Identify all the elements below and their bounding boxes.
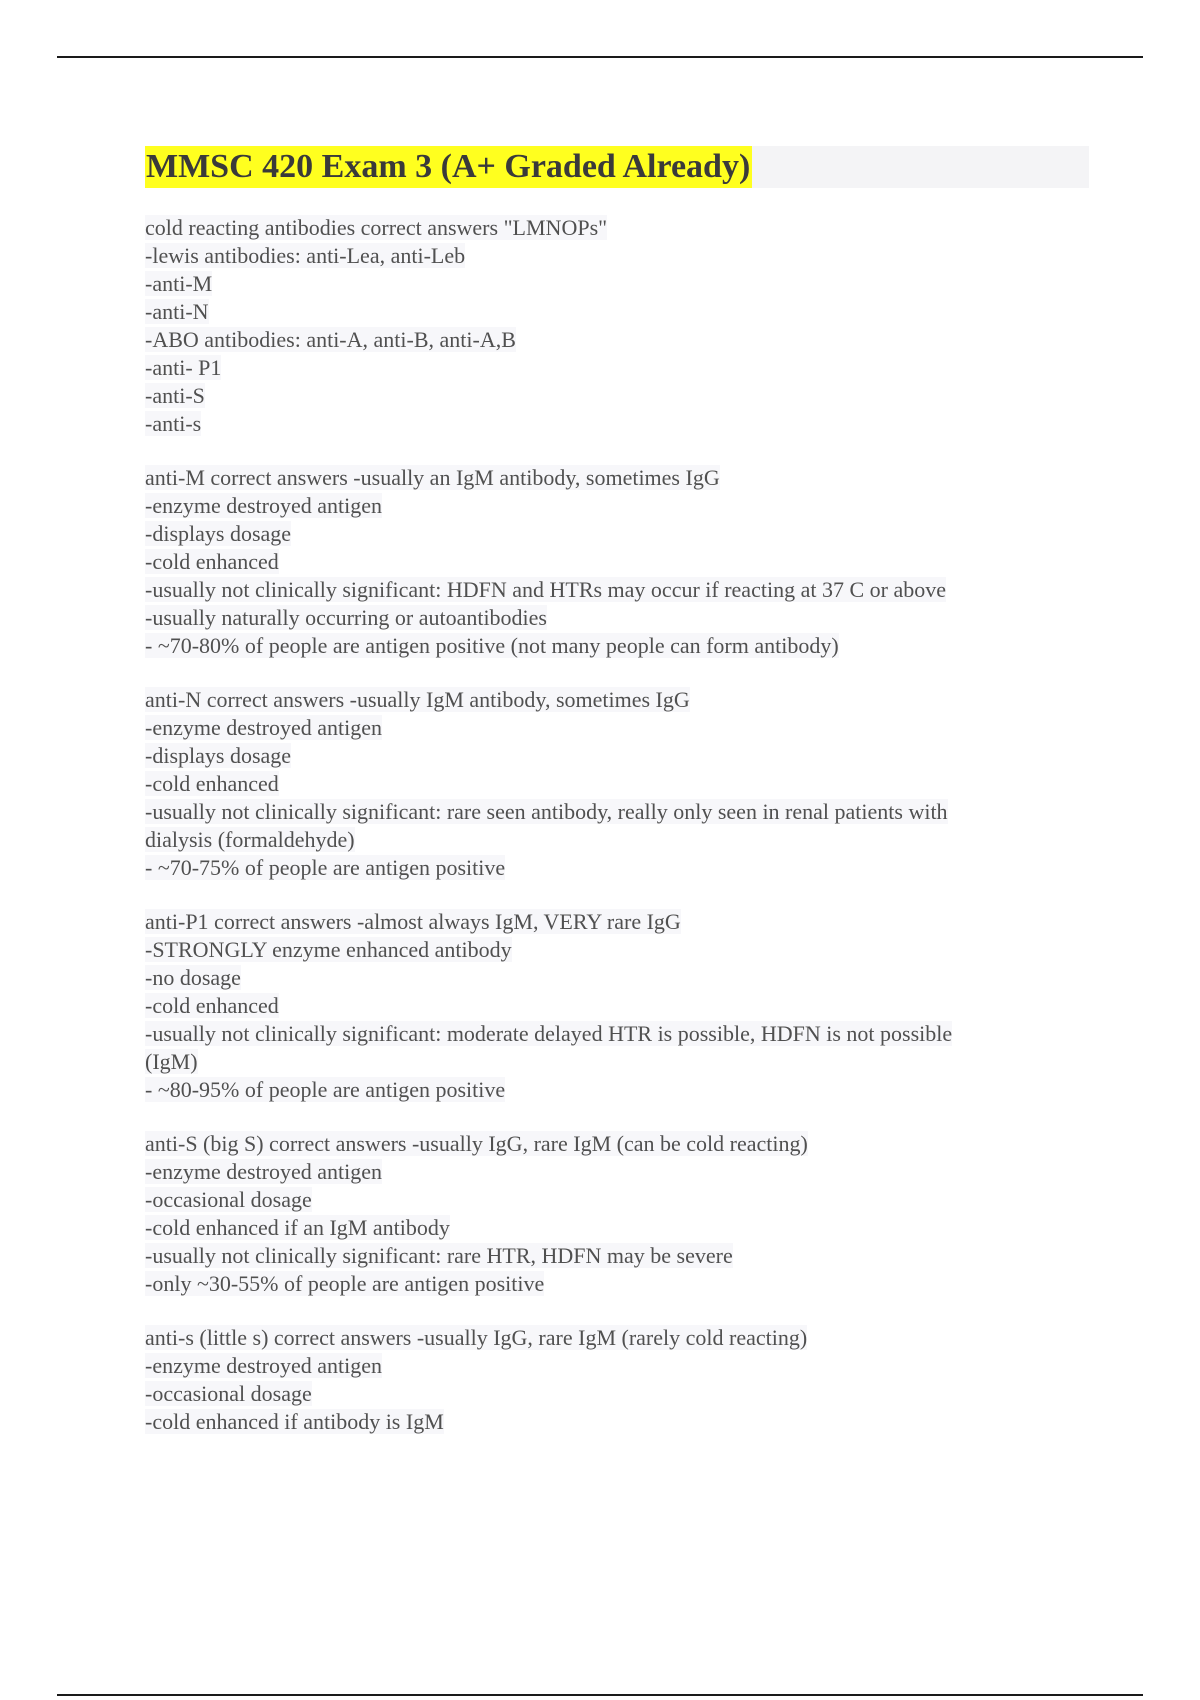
section-line: -only ~30-55% of people are antigen positive bbox=[145, 1271, 545, 1296]
bottom-rule bbox=[57, 1694, 1143, 1696]
section-line: -usually naturally occurring or autoantibodies bbox=[145, 605, 547, 630]
section-line: -anti-M bbox=[145, 271, 213, 296]
section-line: -ABO antibodies: anti-A, anti-B, anti-A,B bbox=[145, 327, 516, 352]
section-line: -occasional dosage bbox=[145, 1381, 312, 1406]
section-anti-little-s bbox=[145, 1324, 1065, 1436]
section-line: (IgM) bbox=[145, 1049, 198, 1074]
section-line: -enzyme destroyed antigen bbox=[145, 493, 383, 518]
section-line: -anti-s bbox=[145, 411, 202, 436]
document-body bbox=[145, 214, 1065, 1462]
section-line: -anti-S bbox=[145, 383, 205, 408]
section-line: - ~70-75% of people are antigen positive bbox=[145, 855, 506, 880]
section-line: -displays dosage bbox=[145, 743, 292, 768]
section-anti-p1 bbox=[145, 908, 1065, 1104]
section-line: dialysis (formaldehyde) bbox=[145, 827, 355, 852]
section-line: anti-P1 correct answers -almost always IgM, VERY rare IgG bbox=[145, 909, 681, 934]
section-line: anti-M correct answers -usually an IgM antibody, sometimes IgG bbox=[145, 465, 720, 490]
section-anti-big-s bbox=[145, 1130, 1065, 1298]
section-line: -enzyme destroyed antigen bbox=[145, 715, 383, 740]
section-anti-n bbox=[145, 686, 1065, 882]
section-line: -usually not clinically significant: rare HTR, HDFN may be severe bbox=[145, 1243, 733, 1268]
top-rule bbox=[57, 56, 1143, 58]
section-cold-reacting-antibodies bbox=[145, 214, 1065, 438]
section-line: -STRONGLY enzyme enhanced antibody bbox=[145, 937, 512, 962]
section-line: anti-S (big S) correct answers -usually IgG, rare IgM (can be cold reacting) bbox=[145, 1131, 808, 1156]
section-line: -displays dosage bbox=[145, 521, 292, 546]
section-line: -usually not clinically significant: HDFN and HTRs may occur if reacting at 37 C or above bbox=[145, 577, 946, 602]
section-line: anti-s (little s) correct answers -usually IgG, rare IgM (rarely cold reacting) bbox=[145, 1325, 808, 1350]
section-line: - ~80-95% of people are antigen positive bbox=[145, 1077, 506, 1102]
section-line: -usually not clinically significant: rare seen antibody, really only seen in renal patients with bbox=[145, 799, 948, 824]
section-line: -enzyme destroyed antigen bbox=[145, 1353, 383, 1378]
section-line: -cold enhanced if an IgM antibody bbox=[145, 1215, 450, 1240]
section-line: cold reacting antibodies correct answers "LMNOPs" bbox=[145, 215, 608, 240]
section-line: - ~70-80% of people are antigen positive (not many people can form antibody) bbox=[145, 633, 839, 658]
section-anti-m bbox=[145, 464, 1065, 660]
section-line: -cold enhanced bbox=[145, 771, 279, 796]
section-line: anti-N correct answers -usually IgM antibody, sometimes IgG bbox=[145, 687, 690, 712]
section-line: -anti- P1 bbox=[145, 355, 222, 380]
section-line: -lewis antibodies: anti-Lea, anti-Leb bbox=[145, 243, 466, 268]
section-line: -cold enhanced if antibody is IgM bbox=[145, 1409, 444, 1434]
section-line: -usually not clinically significant: moderate delayed HTR is possible, HDFN is not possible bbox=[145, 1021, 953, 1046]
section-line: -no dosage bbox=[145, 965, 241, 990]
document-title: MMSC 420 Exam 3 (A+ Graded Already) bbox=[145, 146, 752, 188]
section-line: -occasional dosage bbox=[145, 1187, 312, 1212]
section-line: -anti-N bbox=[145, 299, 209, 324]
section-line: -cold enhanced bbox=[145, 549, 279, 574]
section-line: -enzyme destroyed antigen bbox=[145, 1159, 383, 1184]
section-line: -cold enhanced bbox=[145, 993, 279, 1018]
